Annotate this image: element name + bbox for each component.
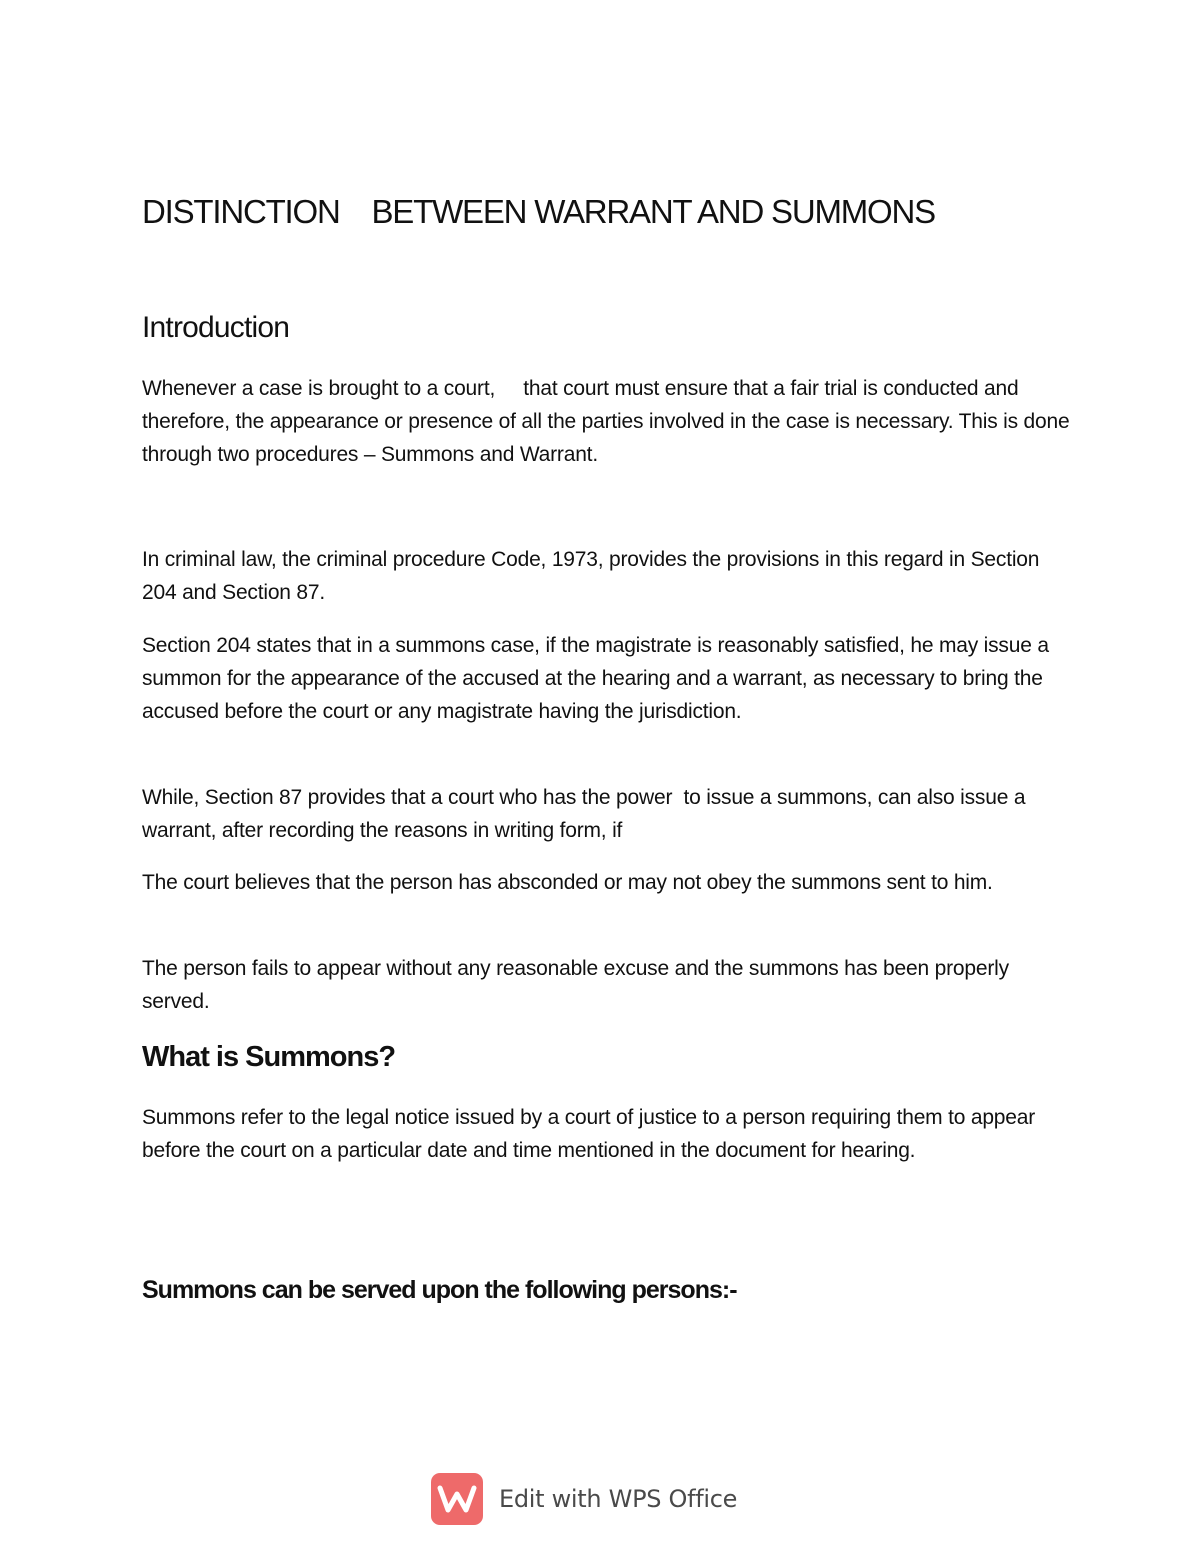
wps-logo-icon[interactable] bbox=[431, 1473, 483, 1525]
introduction-heading: Introduction bbox=[142, 311, 290, 344]
paragraph-criminal-law: In criminal law, the criminal procedure Code, 1973, provides the provisions in this regard in Section 204 and Section 87. bbox=[142, 548, 1045, 604]
what-is-summons-heading: What is Summons? bbox=[142, 1041, 396, 1073]
summons-definition-paragraph: Summons refer to the legal notice issued by a court of justice to a person requiring them to appear before the court on a particular date and time mentioned in the document for hearing. bbox=[142, 1106, 1041, 1162]
introduction-paragraph: Whenever a case is brought to a court, that court must ensure that a fair trial is conducted and therefore, the appearance or presence of all the parties involved in the case is necessary. This is done through two procedures – Summons and Warrant. bbox=[142, 377, 1076, 466]
paragraph-absconded: The court believes that the person has absconded or may not obey the summons sent to him. bbox=[142, 871, 993, 894]
paragraph-fails-to-appear: The person fails to appear without any reasonable excuse and the summons has been properly served. bbox=[142, 957, 1015, 1013]
summons-served-heading: Summons can be served upon the following persons:- bbox=[142, 1276, 737, 1304]
paragraph-section-204: Section 204 states that in a summons case, if the magistrate is reasonably satisfied, he may issue a summon for the appearance of the accused at the hearing and a warrant, as necessary to bring the accused before the court or any magistrate having the jurisdiction. bbox=[142, 634, 1055, 723]
document-title: DISTINCTION BETWEEN WARRANT AND SUMMONS bbox=[142, 193, 935, 230]
wps-w-glyph-icon bbox=[437, 1483, 477, 1515]
paragraph-section-87: While, Section 87 provides that a court who has the power to issue a summons, can also issue a warrant, after recording the reasons in writing form, if bbox=[142, 786, 1031, 842]
wps-edit-banner[interactable] bbox=[431, 1473, 737, 1525]
edit-with-wps-label[interactable]: Edit with WPS Office bbox=[499, 1485, 738, 1513]
